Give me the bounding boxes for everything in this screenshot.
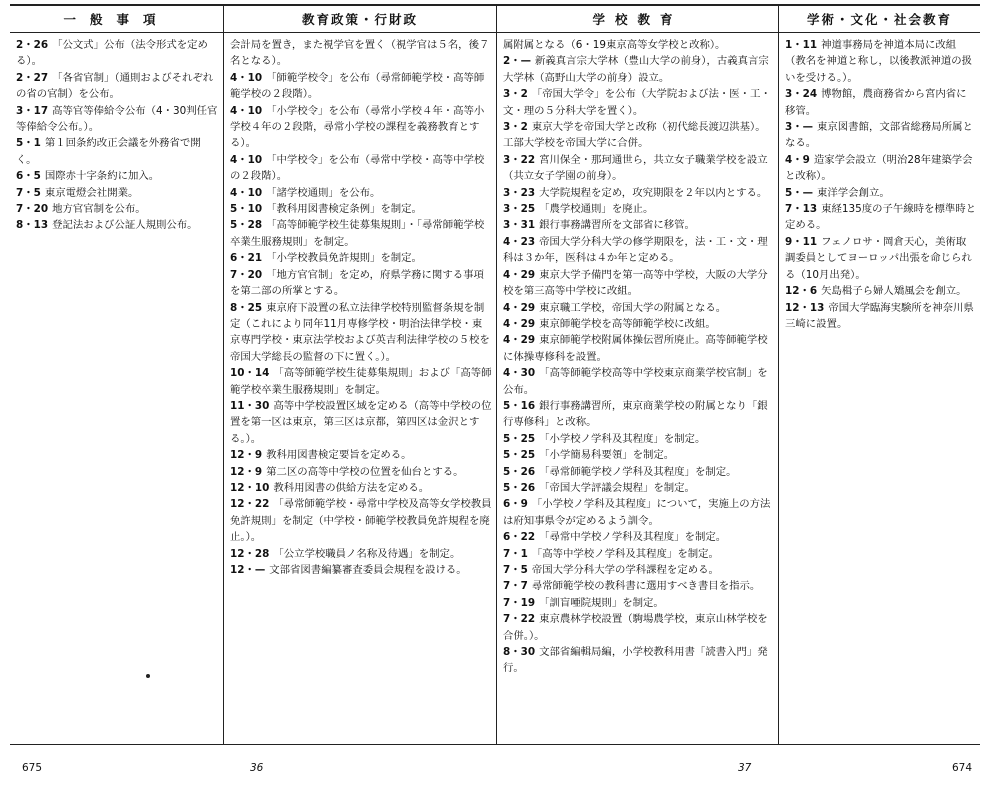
entry-text: 「高等師範学校生徒募集規則」・「尋常師範学校卒業生服務規則」を制定。 xyxy=(230,219,485,248)
entry-date: 7・19 xyxy=(503,596,536,609)
chronology-entry xyxy=(16,185,219,201)
entry-text: 「中学校令」を公布（尋常中学校・高等中学校の２段階）。 xyxy=(230,153,485,183)
column-body xyxy=(779,33,980,332)
entry-date: 12・22 xyxy=(230,498,270,511)
entry-text: 「小学簡易科要領」を制定。 xyxy=(539,449,675,462)
chronology-entry xyxy=(785,119,976,152)
entry-date: 7・1 xyxy=(503,547,528,560)
entry-date: 4・29 xyxy=(503,317,536,330)
entry-date: 5・25 xyxy=(503,449,536,462)
entry-text: 「尋常師範学校・尋常中学校及高等女学校教員免許規則」を制定（中学校・師範学校教員免許規程を廃止。）。 xyxy=(230,498,492,544)
chronology-entry xyxy=(503,529,774,545)
entry-text: 「師範学校令」を公布（尋常師範学校・高等師範学校の２段階）。 xyxy=(230,71,485,101)
entry-text: 東京府下設置の私立法律学校特別監督条規を制定（これにより同年11月専修学校・明治法律学校・東京専門学校・東京法学校および英吉利法律学校の５校を帝国大学総長の監督の下に置く。）。 xyxy=(230,301,490,363)
entry-date: 6・22 xyxy=(503,531,536,544)
chronology-entry xyxy=(503,365,774,398)
entry-date: 4・10 xyxy=(230,71,263,84)
entry-text: 「小学校令」を公布（尋常小学校４年・高等小学校４年の２段階，尋常小学校の課程を義務教育とする）。 xyxy=(230,104,485,150)
chronology-entry xyxy=(785,37,976,86)
entry-text: 会計局を置き，また視学官を置く（視学官は５名，後７名となる）。 xyxy=(230,39,490,68)
chronology-entry xyxy=(16,70,219,103)
entry-date: 7・7 xyxy=(503,580,528,593)
entry-date: 4・29 xyxy=(503,301,536,314)
entry-text: 地方官官制を公布。 xyxy=(52,203,146,216)
chronology-entry xyxy=(230,217,492,250)
stray-dot xyxy=(146,674,150,678)
entry-date: 5・26 xyxy=(503,465,536,478)
entry-text: 東京師範学校附属体操伝習所廃止。高等師範学校に体操専修科を設置。 xyxy=(503,334,768,363)
entry-text: 「公文式」公布（法令形式を定める）。 xyxy=(16,39,208,68)
entry-text: 東京師範学校を高等師範学校に改組。 xyxy=(539,317,716,330)
entry-date: 12・9 xyxy=(230,465,263,478)
entry-date: 2・— xyxy=(503,55,532,68)
column-body xyxy=(224,33,496,578)
entry-date: 2・26 xyxy=(16,39,49,51)
entry-date: 12・13 xyxy=(785,301,825,314)
entry-date: 4・10 xyxy=(230,153,263,166)
entry-date: 4・23 xyxy=(503,235,536,248)
chronology-entry xyxy=(503,611,774,644)
entry-date: 4・10 xyxy=(230,186,263,199)
entry-text: 大学院規程を定め，攻究期限を２年以内とする。 xyxy=(539,186,768,199)
column-header: 学校教育 xyxy=(497,6,778,33)
chronology-entry xyxy=(230,37,492,70)
entry-text: 東京大学を帝国大学と改称（初代総長渡辺洪基）。工部大学校を帝国大学に合併。 xyxy=(503,121,766,150)
entry-text: 東京農林学校設置（駒場農学校，東京山林学校を合併。）。 xyxy=(503,613,768,642)
entry-text: 「各省官制」（通則およびそれぞれの省の官制）を公布。 xyxy=(16,71,214,101)
entry-date: 3・17 xyxy=(16,104,49,117)
chronology-entry xyxy=(503,152,774,185)
page-number-right-outer: 674 xyxy=(952,762,973,774)
entry-text: 属附属となる（6・19東京高等女学校と改称）。 xyxy=(503,39,726,51)
entry-date: 3・22 xyxy=(503,153,536,166)
entry-text: 高等中学校設置区域を定める（高等中学校の位置を第一区は東京，第三区は京都，第四区は金沢とする。）。 xyxy=(230,399,492,445)
entry-date: 5・16 xyxy=(503,399,536,412)
entry-text: 「公立学校職員ノ名称及待遇」を制定。 xyxy=(273,547,461,560)
column-education-policy xyxy=(223,6,496,744)
entry-date: 7・22 xyxy=(503,613,536,626)
entry-text: 教科用図書の供給方法を定める。 xyxy=(273,481,430,494)
entry-text: 東京大学予備門を第一高等中学校，大阪の大学分校を第三高等中学校に改組。 xyxy=(503,268,768,298)
entry-date: 2・27 xyxy=(16,71,49,84)
chronology-entry xyxy=(785,300,976,333)
chronology-entry xyxy=(503,562,774,578)
entry-text: 国際赤十字条約に加入。 xyxy=(44,170,160,183)
entry-text: 「訓盲唖院規則」を制定。 xyxy=(539,596,664,609)
entry-text: 「高等師範学校生徒募集規則」および「高等師範学校卒業生服務規則」を制定。 xyxy=(230,367,492,396)
entry-date: 6・5 xyxy=(16,170,41,183)
entry-date: 4・29 xyxy=(503,268,536,281)
chronology-entry xyxy=(16,217,219,233)
entry-date: 12・— xyxy=(230,564,266,576)
entry-text: 帝国大学分科大学の学科課程を定める。 xyxy=(531,564,719,576)
entry-text: 東京図書館，文部省総務局所属となる。 xyxy=(785,121,973,150)
entry-text: 「高等師範学校高等中学校東京商業学校官制」を公布。 xyxy=(503,367,768,396)
chronology-entry xyxy=(230,464,492,480)
entry-text: 文部省図書編纂審査委員会規程を設ける。 xyxy=(269,564,467,576)
entry-date: 7・13 xyxy=(785,203,818,216)
chronology-entry xyxy=(230,496,492,545)
entry-text: 銀行事務講習所，東京商業学校の附属となり「銀行専修科」と改称。 xyxy=(503,399,768,429)
entry-date: 1・11 xyxy=(785,39,818,51)
entry-text: 第１回条約改正会議を外務省で開く。 xyxy=(16,137,201,166)
chronology-entry xyxy=(503,447,774,463)
entry-text: 「小学校教員免許規則」を制定。 xyxy=(266,252,422,265)
chronology-entry xyxy=(16,37,219,70)
chronology-entry xyxy=(785,283,976,299)
chronology-entry xyxy=(230,70,492,103)
chronology-entry xyxy=(230,480,492,496)
entry-text: 「地方官官制」を定め，府県学務に関する事項を第二部の所掌とする。 xyxy=(230,268,484,298)
entry-date: 5・26 xyxy=(503,481,536,494)
entry-date: 5・10 xyxy=(230,203,263,216)
chronology-table xyxy=(10,4,980,745)
chronology-entry xyxy=(785,152,976,185)
chronology-entry xyxy=(230,152,492,185)
entry-text: 「尋常中学校ノ学科及其程度」を制定。 xyxy=(539,531,727,544)
entry-text: 「帝国大学評議会規程」を制定。 xyxy=(539,481,695,494)
chronology-entry xyxy=(503,267,774,300)
chronology-entry xyxy=(503,546,774,562)
chronology-entry xyxy=(503,578,774,594)
entry-text: 「小学校ノ学科及其程度」を制定。 xyxy=(539,432,706,445)
chronology-entry xyxy=(503,496,774,529)
column-header: 一般事項 xyxy=(10,6,223,33)
entry-date: 4・29 xyxy=(503,334,536,347)
entry-text: 宮川保全・那珂通世ら，共立女子職業学校を設立（共立女子学園の前身）。 xyxy=(503,153,768,183)
chronology-entry xyxy=(230,185,492,201)
entry-text: 神道事務局を神道本局に改組（教名を神道と称し，以後教派神道の扱いを受ける。）。 xyxy=(785,39,973,84)
entry-text: 東経135度の子午線時を標準時と定める。 xyxy=(785,203,977,232)
column-body xyxy=(10,33,223,234)
chronology-entry xyxy=(16,135,219,168)
entry-date: 3・2 xyxy=(503,121,528,134)
chronology-entry xyxy=(503,234,774,267)
chronology-entry xyxy=(785,234,976,283)
entry-text: 「高等中学校ノ学科及其程度」を制定。 xyxy=(531,547,719,560)
chronology-entry xyxy=(503,300,774,316)
entry-date: 6・9 xyxy=(503,498,528,511)
chronology-entry xyxy=(503,595,774,611)
entry-date: 3・— xyxy=(785,121,814,134)
entry-text: 帝国大学分科大学の修学期限を，法・工・文・理科は３か年，医科は４か年と定める。 xyxy=(503,235,768,265)
chronology-entry xyxy=(503,53,774,86)
entry-text: 高等官等俸給令公布（4・30判任官等俸給令公布。）。 xyxy=(16,104,218,134)
entry-date: 5・1 xyxy=(16,137,41,150)
entry-text: 矢島楫子ら婦人矯風会を創立。 xyxy=(821,285,967,298)
entry-date: 12・9 xyxy=(230,449,263,462)
chronology-entry xyxy=(16,168,219,184)
entry-text: 文部省編輯局編，小学校教科用書「読書入門」発行。 xyxy=(503,646,768,675)
chronology-entry xyxy=(16,103,219,136)
chronology-entry xyxy=(230,103,492,152)
entry-date: 3・2 xyxy=(503,88,528,101)
chronology-entry xyxy=(503,332,774,365)
entry-date: 12・6 xyxy=(785,285,818,298)
page-number-left-outer: 675 xyxy=(22,762,43,774)
entry-date: 7・20 xyxy=(230,268,263,281)
entry-text: 帝国大学臨海実験所を神奈川県三崎に設置。 xyxy=(785,301,974,330)
chronology-entry xyxy=(503,86,774,119)
entry-date: 11・30 xyxy=(230,399,270,412)
entry-text: 「帝国大学令」を公布（大学院および法・医・工・文・理の５分科大学を置く）。 xyxy=(503,88,771,117)
chronology-entry xyxy=(503,316,774,332)
entry-date: 8・13 xyxy=(16,219,49,232)
chronology-entry xyxy=(503,431,774,447)
entry-date: 5・25 xyxy=(503,432,536,445)
entry-text: 「諸学校通則」を公布。 xyxy=(266,186,381,199)
entry-date: 12・10 xyxy=(230,481,270,494)
chronology-entry xyxy=(503,644,774,677)
chronology-entry xyxy=(503,398,774,431)
column-academic-culture xyxy=(778,6,980,744)
entry-date: 3・31 xyxy=(503,219,536,232)
column-school-education xyxy=(496,6,778,744)
entry-date: 4・30 xyxy=(503,367,536,380)
entry-date: 7・5 xyxy=(16,186,41,199)
chronology-entry xyxy=(503,119,774,152)
chronology-entry xyxy=(785,201,976,234)
entry-text: 登記法および公証人規則公布。 xyxy=(52,219,198,232)
chronology-entry xyxy=(785,185,976,201)
entry-text: 造家学会設立（明治28年建築学会と改称）。 xyxy=(785,153,973,183)
chronology-entry xyxy=(503,217,774,233)
entry-date: 4・10 xyxy=(230,104,263,117)
column-general-affairs xyxy=(10,6,223,744)
entry-text: 東京電燈会社開業。 xyxy=(44,186,139,199)
entry-text: 教科用図書検定要旨を定める。 xyxy=(266,449,412,462)
chronology-entry xyxy=(230,398,492,447)
chronology-entry xyxy=(503,464,774,480)
entry-text: フェノロサ・岡倉天心，美術取調委員としてヨーロッパ出張を命じられる（10月出発）。 xyxy=(785,235,972,281)
column-body xyxy=(497,33,778,677)
chronology-entry xyxy=(230,562,492,578)
entry-text: 尋常師範学校の教科書に選用すべき書目を指示。 xyxy=(531,580,761,593)
entry-date: 8・30 xyxy=(503,646,536,659)
entry-text: 東京職工学校，帝国大学の附属となる。 xyxy=(539,301,727,314)
chronology-entry xyxy=(230,250,492,266)
entry-date: 10・14 xyxy=(230,367,270,380)
entry-text: 東洋学会創立。 xyxy=(817,186,890,199)
entry-date: 7・20 xyxy=(16,203,49,216)
chronology-entry xyxy=(503,185,774,201)
entry-date: 6・21 xyxy=(230,252,263,265)
chronology-entry xyxy=(230,365,492,398)
chronology-entry xyxy=(230,447,492,463)
chronology-entry xyxy=(230,201,492,217)
entry-text: 新義真言宗大学林（豊山大学の前身），古義真言宗大学林（高野山大学の前身）設立。 xyxy=(503,55,769,84)
chronology-entry xyxy=(503,480,774,496)
chronology-entry xyxy=(230,267,492,300)
page-number-right-inner: 37 xyxy=(738,762,752,774)
chronology-entry xyxy=(503,201,774,217)
entry-text: 第二区の高等中学校の位置を仙台とする。 xyxy=(266,465,464,478)
entry-date: 5・28 xyxy=(230,219,263,232)
entry-date: 4・9 xyxy=(785,153,810,166)
entry-date: 7・5 xyxy=(503,564,528,576)
chronology-entry xyxy=(16,201,219,217)
page-number-left-inner: 36 xyxy=(250,762,264,774)
entry-date: 8・25 xyxy=(230,301,263,314)
entry-text: 「小学校ノ学科及其程度」について，実施上の方法は府知事県令が定めるよう訓令。 xyxy=(503,498,771,527)
entry-date: 3・25 xyxy=(503,203,536,216)
entry-text: 博物館，農商務省から宮内省に移管。 xyxy=(785,88,967,117)
column-header: 学術・文化・社会教育 xyxy=(779,6,980,33)
entry-text: 「尋常師範学校ノ学科及其程度」を制定。 xyxy=(539,465,737,478)
entry-date: 9・11 xyxy=(785,235,818,248)
chronology-entry xyxy=(230,546,492,562)
entry-date: 3・24 xyxy=(785,88,818,101)
entry-text: 「教科用図書検定条例」を制定。 xyxy=(266,203,422,216)
entry-text: 銀行事務講習所を文部省に移管。 xyxy=(539,219,695,232)
entry-date: 3・23 xyxy=(503,186,536,199)
entry-date: 5・— xyxy=(785,186,814,199)
chronology-entry xyxy=(785,86,976,119)
column-header: 教育政策・行財政 xyxy=(224,6,496,33)
entry-text: 「農学校通則」を廃止。 xyxy=(539,203,654,216)
chronology-entry xyxy=(230,300,492,366)
chronology-entry xyxy=(503,37,774,53)
entry-date: 12・28 xyxy=(230,547,270,560)
